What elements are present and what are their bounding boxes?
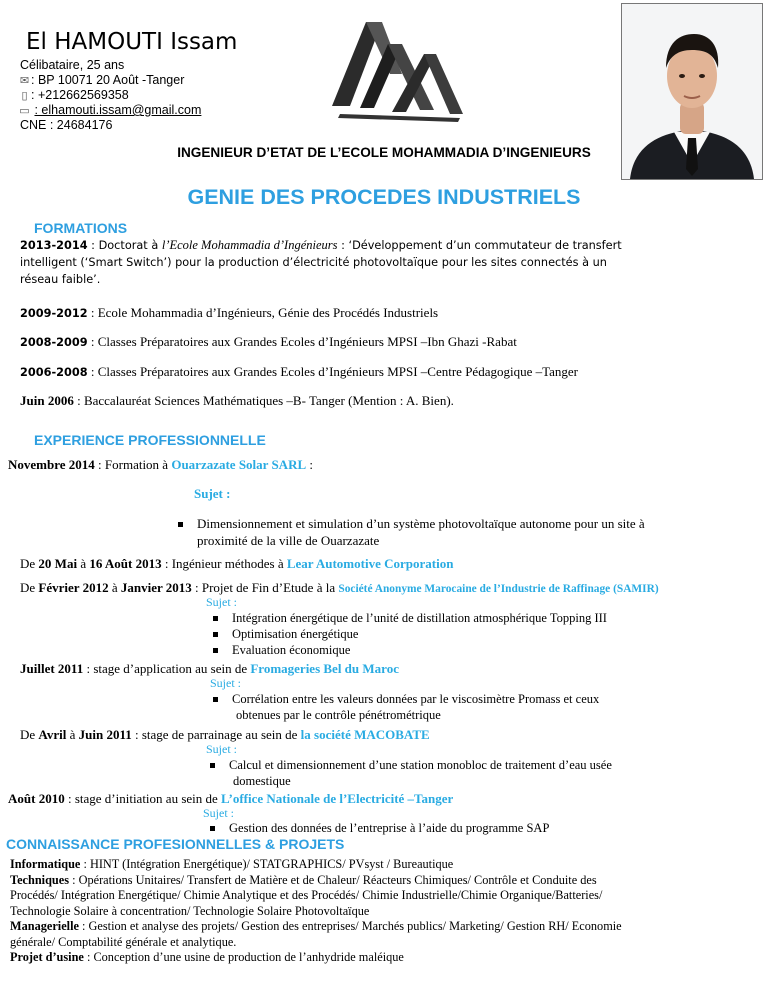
- sujet-bullet: Corrélation entre les valeurs données par le viscosimètre Promass et ceux obtenues par le contrôle pénétrométrique: [213, 691, 599, 723]
- company-name: Fromageries Bel du Maroc: [250, 661, 399, 676]
- engineer-title: INGENIEUR D’ETAT DE L’ECOLE MOHAMMADIA D’INGENIEURS: [177, 145, 591, 160]
- company-name: Ouarzazate Solar SARL: [171, 457, 307, 472]
- bullet-icon: [213, 697, 218, 702]
- experience-samir: De Février 2012 à Janvier 2013 : Projet de Fin d’Etude à la Société Anonyme Marocaine de l’Industrie de Raffinage (SAMIR): [20, 580, 659, 595]
- school-logo: [330, 14, 465, 122]
- sujet-bullet: Calcul et dimensionnement d’une station monobloc de traitement d’eau usée domestique: [210, 757, 612, 789]
- email-line: [18, 103, 201, 117]
- marital-status: Célibataire, 25 ans: [20, 58, 125, 72]
- sujet-label: Sujet :: [206, 742, 238, 756]
- company-name: Société Anonyme Marocaine de l’Industrie de Raffinage (SAMIR): [338, 583, 659, 595]
- formations-heading: FORMATIONS: [34, 220, 128, 236]
- formation-item: Juin 2006 : Baccalauréat Sciences Mathématiques –B- Tanger (Mention : A. Bien).: [20, 393, 454, 408]
- sujet-label: Sujet :: [210, 676, 242, 690]
- experience-bel: Juillet 2011 : stage d’application au sein de Fromageries Bel du Maroc: [20, 661, 399, 676]
- experience-ouarzazate: Novembre 2014 : Formation à Ouarzazate Solar SARL :: [8, 457, 314, 472]
- sujet-bullets: Intégration énergétique de l’unité de distillation atmosphérique Topping III Optimisation énergétique Evaluation économique: [213, 610, 607, 658]
- bullet-icon: [213, 632, 218, 637]
- skill-managerielle: Managerielle : Gestion et analyse des projets/ Gestion des entreprises/ Marchés publics/ Marketing/ Gestion RH/ Economie: [10, 919, 622, 933]
- doctorat-school: l’Ecole Mohammadia d’Ingénieurs: [161, 238, 338, 252]
- envelope-icon: ✉: [19, 75, 30, 87]
- sujet-bullet: Gestion des données de l’entreprise à l’aide du programme SAP: [210, 821, 549, 836]
- sujet-label: Sujet :: [194, 486, 231, 501]
- bullet-icon: [213, 616, 218, 621]
- candidate-name: El HAMOUTI Issam: [26, 29, 238, 55]
- skills-block: Informatique : HINT (Intégration Energétique)/ STATGRAPHICS/ PVsyst / Bureautique Techniques : Opérations Unitaires/ Transfert de Matière et de Chaleur/ Réacteurs Chimiques/ Contrôle et Conduite des Procédés/ Intégration Energétique/ Chimie Analytique et des Procédés/ Chimie Industrielle/Chimie Organique/Batteries/ Technologie Solaire à concentration/ Technologie Solaire Photovoltaïque Managerielle : Gestion et analyse des projets/ Gestion des entreprises/ Marchés publics/ Marketing/ Gestion RH/ Economie générale/ Comptabilité générale et analytique. Projet d’usine : Conception d’une usine de production de l’anhydride maléique: [10, 857, 760, 966]
- skill-projet: Projet d’usine : Conception d’une usine de production de l’anhydride maléique: [10, 950, 404, 964]
- main-title: GENIE DES PROCEDES INDUSTRIELS: [187, 185, 581, 209]
- formation-doctorat: 2013-2014 : Doctorat à l’Ecole Mohammadia d’Ingénieurs : ‘Développement d’un commutateur de transfert intelligent (‘Smart Switch’) pour la production d’électricité photovoltaïque pour les sites connectés à un réseau faible’.: [20, 238, 622, 286]
- experience-heading: EXPERIENCE PROFESSIONNELLE: [34, 432, 266, 448]
- experience-one: Août 2010 : stage d’initiation au sein de L’office Nationale de l’Electricité –Tanger: [8, 791, 454, 806]
- computer-icon: ▭: [19, 105, 30, 117]
- sujet-bullet: Dimensionnement et simulation d’un système photovoltaïque autonome pour un site à proximité de la ville de Ouarzazate: [178, 515, 645, 549]
- company-name: Lear Automotive Corporation: [286, 556, 454, 571]
- cne-number: CNE : 24684176: [20, 118, 113, 132]
- mobile-phone-icon: ▯: [21, 90, 28, 102]
- formation-item: 2006-2008 : Classes Préparatoires aux Grandes Ecoles d’Ingénieurs MPSI –Centre Pédagogique –Tanger: [20, 364, 579, 379]
- company-name: la société MACOBATE: [300, 727, 430, 742]
- experience-lear: De 20 Mai à 16 Août 2013 : Ingénieur méthodes à Lear Automotive Corporation: [20, 556, 454, 571]
- address-text: : BP 10071 20 Août -Tanger: [31, 73, 185, 87]
- bullet-icon: [210, 826, 215, 831]
- bullet-icon: [210, 763, 215, 768]
- phone-line: [18, 88, 129, 102]
- company-name: L’office Nationale de l’Electricité –Tanger: [221, 791, 454, 806]
- skills-heading: CONNAISSANCE PROFESIONNELLES & PROJETS: [6, 836, 345, 852]
- phone-text: : +212662569358: [31, 88, 129, 102]
- sujet-label: Sujet :: [206, 595, 238, 609]
- doctorat-year: 2013-2014: [20, 239, 88, 252]
- sujet-label: Sujet :: [203, 806, 235, 820]
- bullet-icon: [178, 522, 183, 527]
- skill-techniques: Techniques : Opérations Unitaires/ Transfert de Matière et de Chaleur/ Réacteurs Chimiques/ Contrôle et Conduite des: [10, 872, 597, 887]
- address-line: [18, 73, 184, 87]
- skill-informatique: Informatique : HINT (Intégration Energétique)/ STATGRAPHICS/ PVsyst / Bureautique: [10, 857, 454, 871]
- experience-macobate: De Avril à Juin 2011 : stage de parrainage au sein de la société MACOBATE: [20, 727, 430, 742]
- formation-item: 2008-2009 : Classes Préparatoires aux Grandes Ecoles d’Ingénieurs MPSI –Ibn Ghazi -Rabat: [20, 334, 517, 349]
- formation-item: 2009-2012 : Ecole Mohammadia d’Ingénieurs, Génie des Procédés Industriels: [20, 305, 439, 320]
- bullet-icon: [213, 648, 218, 653]
- email-link[interactable]: : elhamouti.issam@gmail.com: [34, 103, 202, 117]
